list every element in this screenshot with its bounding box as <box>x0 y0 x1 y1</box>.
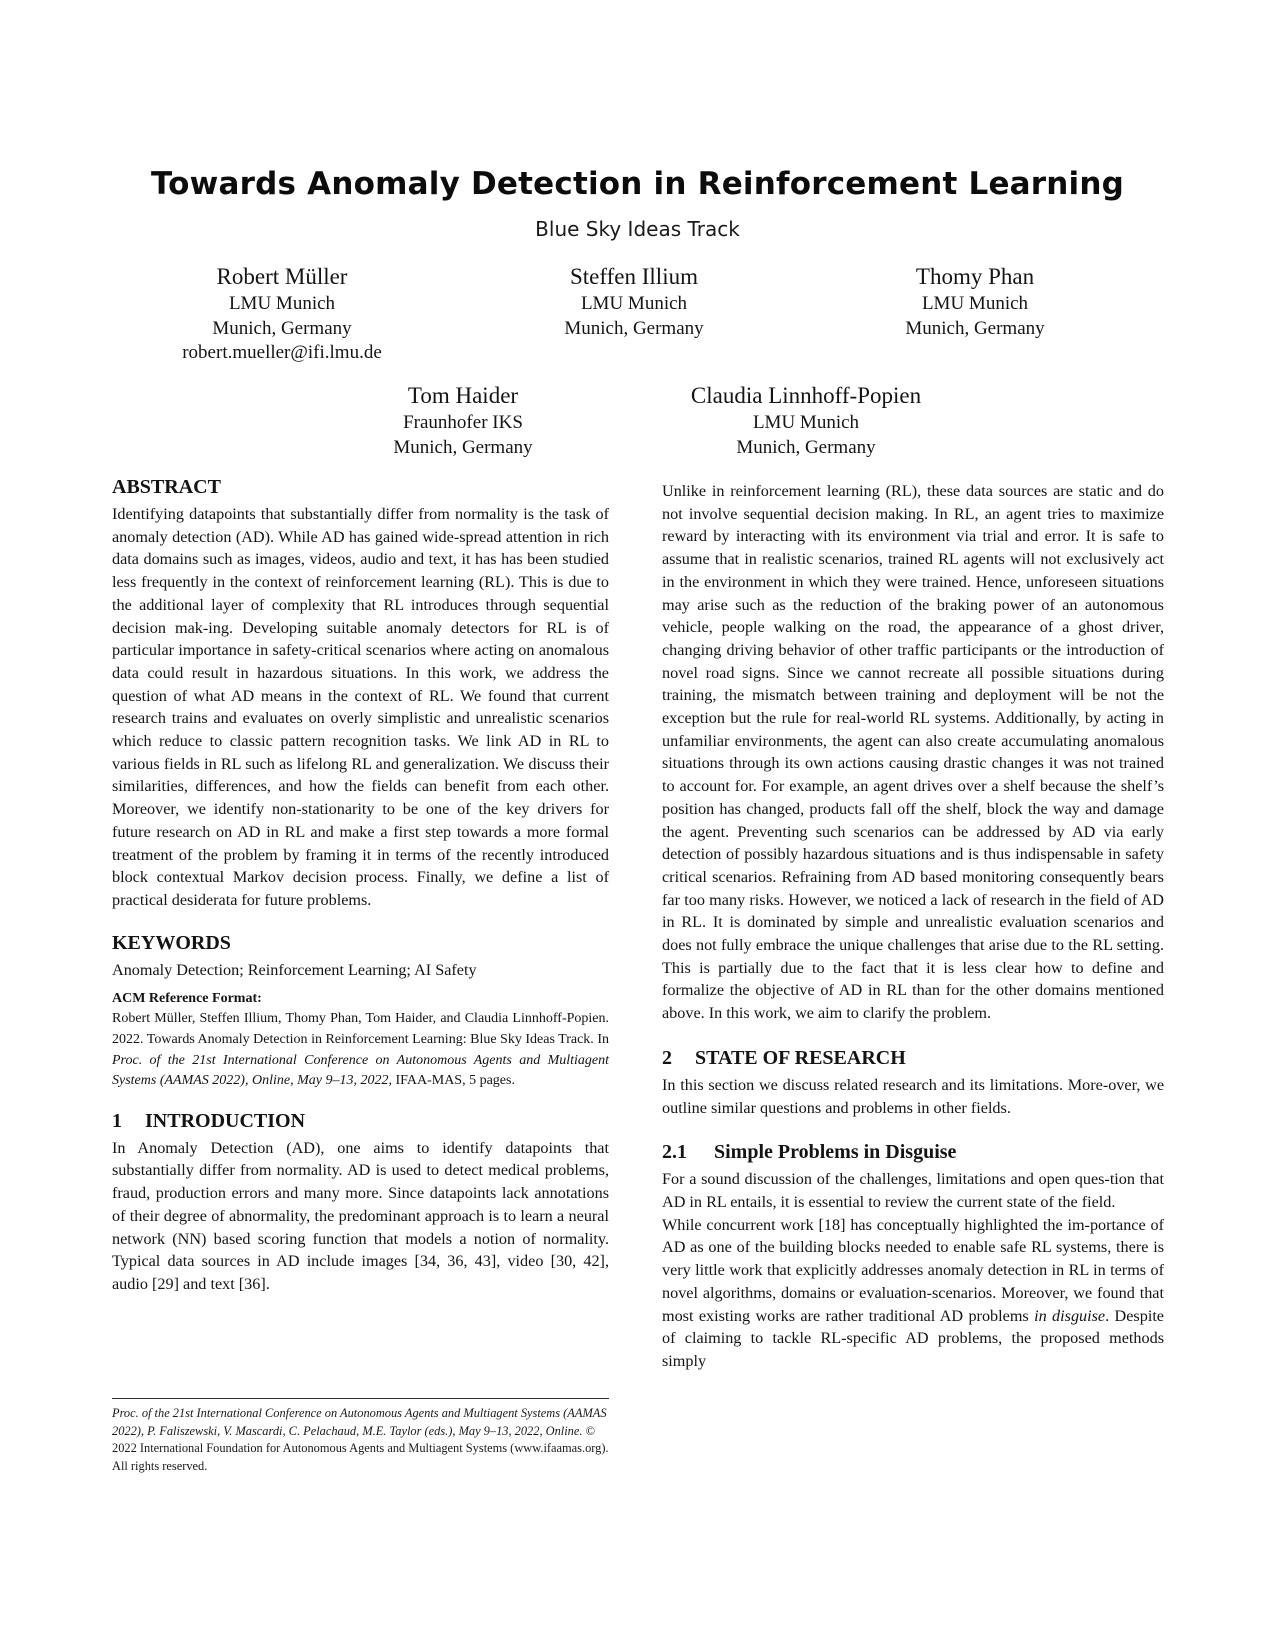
acm-reference-end: IFAA-MAS, 5 pages. <box>391 1073 515 1089</box>
footnote <box>112 1405 609 1475</box>
abstract-text: Identifying datapoints that substantially differ from normality is the task of anomaly detection (AD). While AD has gained wide-spread attention in rich data domains such as images, videos, audio and text, it has has been studied less frequently in the context of reinforcement learning (RL). This is due to the additional layer of complexity that RL introduces through sequential decision mak-ing. Developing suitable anomaly detectors for RL is of particular importance in safety-critical scenarios where acting on anomalous data could result in hazardous situations. In this work, we address the question of what AD means in the context of RL. We found that current research trains and evaluates on overly simplistic and unrealistic scenarios which reduce to classic pattern recognition tasks. We link AD in RL to various fields in RL such as lifelong RL and generalization. We discuss their similarities, differences, and how the fields can benefit from each other. Moreover, we identify non-stationarity to be one of the key drivers for future research on AD in RL and make a first step towards a more formal treatment of the problem by framing it in terms of the recently introduced block contextual Markov decision process. Finally, we define a list of practical desiderata for future problems. <box>112 505 609 909</box>
section-heading-introduction <box>112 1108 609 1134</box>
author-block <box>122 262 442 366</box>
author-name: Thomy Phan <box>915 264 1035 289</box>
acm-reference-heading: ACM Reference Format: <box>112 991 262 1007</box>
keywords-heading: KEYWORDS <box>112 931 231 954</box>
author-affiliation: LMU Munich <box>921 293 1029 314</box>
intro-paragraph: Unlike in reinforcement learning (RL), these data sources are static and do not involve sequential decision making. In RL, an agent tries to maximize reward by interacting with its environment via trial and error. It is safe to assume that in realistic scenarios, trained RL agents will not exclusively act in the environment in which they were trained. Hence, unforeseen situations may arise such as the reduction of the braking power of an autonomous vehicle, people walking on the road, the appearance of a ghost driver, changing driving behavior of other traffic participants or the introduction of novel road signs. Since we cannot recreate all possible situations during training, the mismatch between training and deployment will be not the exception but the rule for real-world RL systems. Additionally, by acting in unfamiliar environments, the agent can also create accumulating anomalous situations through its own actions causing drastic changes it was not trained to account for. For example, an agent drives over a shelf because the shelf’s position has changed, products fall off the shelf, block the way and damage the agent. Preventing such scenarios can be addressed by AD via early detection of possibly hazardous situations and is thus indispensable in safety critical scenarios. Refraining from AD based monitoring consequently bears far too many risks. However, we noticed a lack of research in the field of AD in RL. It is dominated by simple and unrealistic evaluation scenarios and does not fully embrace the unique challenges that arise due to the RL setting. This is partially due to the fact that it is less clear how to define and formalize the objective of AD in RL than for the other domains mentioned above. In this work, we aim to clarify the problem. <box>662 482 1164 1023</box>
author-block <box>815 262 1135 341</box>
author-name: Steffen Illium <box>570 264 698 289</box>
abstract-heading: ABSTRACT <box>112 476 221 498</box>
section-heading-state-of-research <box>662 1045 1164 1071</box>
author-email[interactable]: robert.mueller@ifi.lmu.de <box>182 342 382 363</box>
author-location: Munich, Germany <box>736 436 876 458</box>
author-block <box>303 381 623 460</box>
author-name: Robert Müller <box>216 264 348 289</box>
footnote-proceedings: Proc. of the 21st International Conference on Autonomous Agents and Multiagent Systems (AAMAS 2022), P. Faliszewski, V. Mascardi, C. Pelachaud, M.E. Taylor (eds.), May 9–13, 2022, Online. <box>112 1406 607 1438</box>
right-column <box>662 480 1164 1373</box>
simple-problems-paragraph: For a sound discussion of the challenges, limitations and open ques-tion that AD in RL entails, it is essential to review the current state of the field. <box>662 1170 1164 1211</box>
author-location: Munich, Germany <box>905 317 1045 339</box>
author-affiliation: Fraunhofer IKS <box>403 412 523 433</box>
author-location: Munich, Germany <box>393 436 533 458</box>
section-title: INTRODUCTION <box>145 1109 306 1132</box>
acm-reference-text <box>112 1009 609 1091</box>
simple-problems-paragraph <box>662 1214 1164 1373</box>
author-affiliation: LMU Munich <box>228 293 336 314</box>
author-name: Tom Haider <box>407 383 519 408</box>
paragraph-text: . Despite of claiming to tackle RL-specific AD problems, the proposed methods simply <box>662 1306 1164 1370</box>
author-affiliation: LMU Munich <box>752 412 860 433</box>
keywords-text: Anomaly Detection; Reinforcement Learning; AI Safety <box>112 960 477 979</box>
emphasis-text: in disguise <box>1034 1306 1106 1325</box>
state-of-research-paragraph: In this section we discuss related research and its limitations. More-over, we outline similar questions and problems in other fields. <box>662 1075 1164 1117</box>
acm-reference-plain: Robert Müller, Steffen Illium, Thomy Phan, Tom Haider, and Claudia Linnhoff-Popien. 2022. Towards Anomaly Detection in Reinforcement Learning: Blue Sky Ideas Track. In <box>112 1011 609 1047</box>
section-title: STATE OF RESEARCH <box>695 1046 906 1069</box>
subsection-heading-simple-problems <box>662 1139 1164 1165</box>
paragraph-text: While concurrent work [18] has conceptually highlighted the im-portance of AD as one of the building blocks needed to enable safe RL systems, there is very little work that explicitly addresses anomaly detection in RL in terms of novel algorithms, domains or evaluation-scenarios. Moreover, we found that most existing works are rather traditional AD problems <box>662 1215 1164 1325</box>
subsection-number: 2.1 <box>662 1141 687 1164</box>
author-affiliation: LMU Munich <box>580 293 688 314</box>
author-location: Munich, Germany <box>212 317 352 339</box>
author-name: Claudia Linnhoff-Popien <box>690 383 922 408</box>
subsection-title: Simple Problems in Disguise <box>714 1141 957 1164</box>
paper-title: Towards Anomaly Detection in Reinforcement Learning <box>150 166 1125 202</box>
left-column <box>112 474 609 1296</box>
section-number: 2 <box>662 1046 672 1069</box>
paper-subtitle: Blue Sky Ideas Track <box>535 217 740 241</box>
section-number: 1 <box>112 1109 122 1132</box>
footnote-rule <box>112 1398 609 1399</box>
author-location: Munich, Germany <box>564 317 704 339</box>
author-block <box>646 381 966 460</box>
footnote-copyright: © 2022 International Foundation for Autonomous Agents and Multiagent Systems (www.ifaamas.org). All rights reserved. <box>112 1423 609 1473</box>
acm-reference-venue: Proc. of the 21st International Conference on Autonomous Agents and Multiagent Systems (AAMAS 2022), Online, May 9–13, 2022, <box>112 1052 609 1089</box>
author-block <box>474 262 794 341</box>
intro-paragraph: In Anomaly Detection (AD), one aims to identify datapoints that substantially differ from normality. AD is used to detect medical problems, fraud, production errors and many more. Since datapoints lack annotations of their degree of abnormality, the predominant approach is to learn a neural network (NN) based scoring function that models a notion of normality. Typical data sources in AD include images [34, 36, 43], video [30, 42], audio [29] and text [36]. <box>112 1138 609 1293</box>
